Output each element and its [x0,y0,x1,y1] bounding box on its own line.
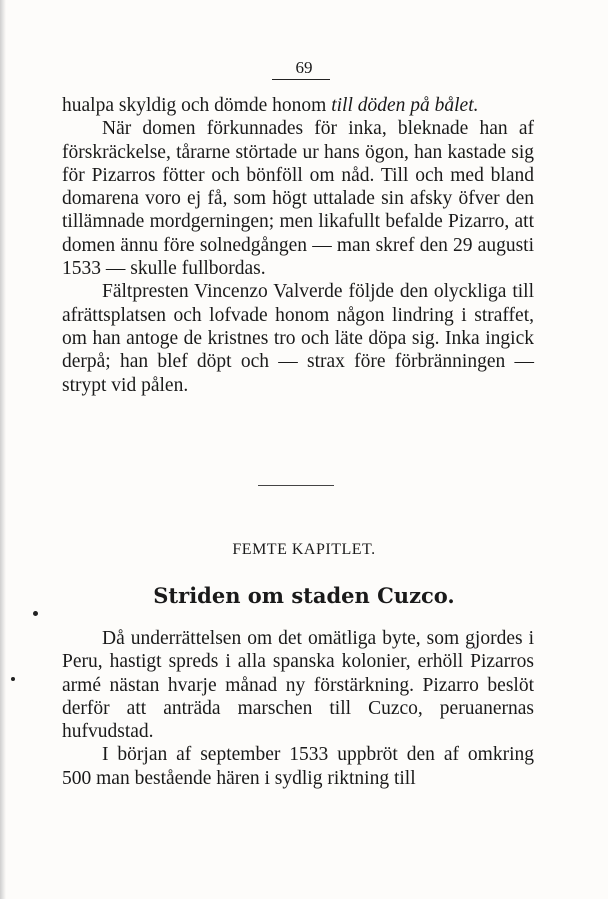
paragraph-valverde: Fältpresten Vincenzo Valverde följde den olyckliga till afrättsplatsen och lofvade honom någon lindring i straffet, om han antoge de kristnes tro och läte döpa sig. Inka ingick derpå; han blef döpt och — strax före förbränningen — strypt vid pålen. [62,281,534,396]
passage-one [62,94,534,397]
section-divider [258,485,334,486]
passage-two [62,627,534,790]
page-number: 69 [295,58,313,77]
page-edge-shadow [0,0,6,899]
chapter-heading: FEMTE KAPITLET. [232,541,376,558]
paragraph-continuation-text: hualpa skyldig och dömde honom [62,95,332,116]
ink-speck [33,611,38,616]
chapter-title: Striden om staden Cuzco. [153,583,455,608]
page-number-underline [272,79,330,80]
paragraph-continuation [62,94,534,117]
paragraph-verdict: När domen förkunnades för inka, bleknade han af förskräckelse, tårarne störtade ur hans ögon, han kastade sig för Pizarros fötter och bönföll om nåd. Till och med bland domarena voro ej få, som högt uttalade sin afsky öfver den tillämnade mordgerningen; men likafullt befalde Pizarro, att domen ännu före solnedgången — man skref den 29 augusti 1533 — skulle fullbordas. [62,118,534,280]
paragraph-reinforcements: Då underrättelsen om det omätliga byte, som gjordes i Peru, hastigt spreds i alla spanska kolonier, erhöll Pizarros armé nästan hvarje månad ny förstärkning. Pizarro beslöt derför att anträda marschen till Cuzco, peruanernas hufvudstad. [62,628,534,743]
paragraph-march: I början af september 1533 uppbröt den af omkring 500 man bestående hären i sydlig riktning till [62,744,534,789]
ink-speck [11,677,15,681]
paragraph-continuation-italic: till döden på bålet. [331,95,479,116]
